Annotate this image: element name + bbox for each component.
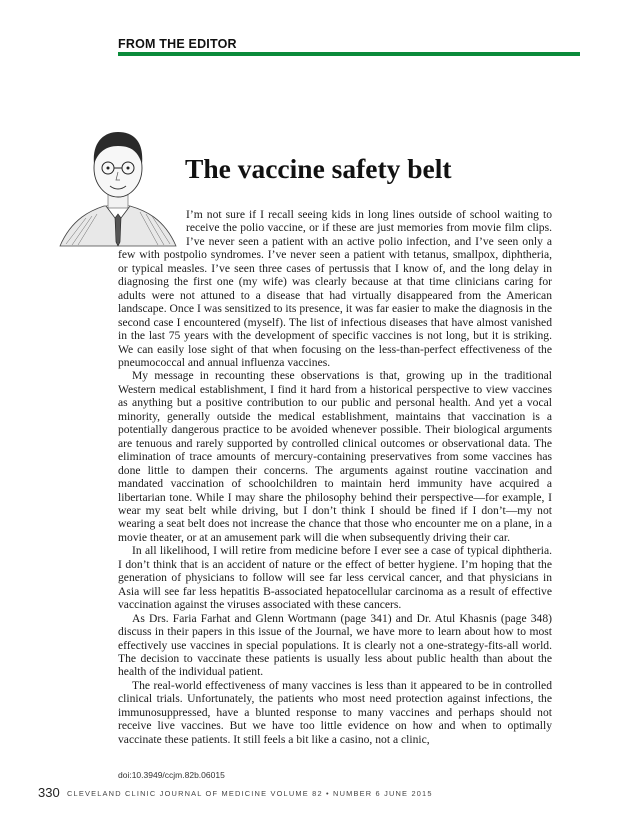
paragraph-5: The real-world effectiveness of many vaccines is less than it appeared to be in controlled clinical trials. Unfortunately, the patients who most need protection against infections, the immunosuppressed, have a blunted response to many vaccines and perhaps should not receive live vaccines. But we have too little evidence on how and when to optimally vaccinate these patients. It still feels a bit like a casino, not a clinic, bbox=[118, 678, 552, 746]
paragraph-4: As Drs. Faria Farhat and Glenn Wortmann (page 341) and Dr. Atul Khasnis (page 348) discuss in their papers in this issue of the Journal, we have more to learn about how to most effectively use vaccines in special populations. It is clearly not a one-strategy-fits-all world. The decision to vaccinate these patients is usually less about public health than about the health of the individual patient. bbox=[118, 611, 552, 679]
article-body bbox=[118, 208, 552, 746]
page-number: 330 bbox=[38, 785, 60, 800]
paragraph-3: In all likelihood, I will retire from medicine before I ever see a case of typical diphtheria. I don’t think that is an accident of nature or the effect of better hygiene. I’m hoping that the generation of physicians to follow will see far less cervical cancer, and that physicians in Asia will see far less hepatitis B-associated hepatocellular carcinoma as a result of effective vaccination against the viruses associated with these cancers. bbox=[118, 544, 552, 612]
paragraph-1: I’m not sure if I recall seeing kids in long lines outside of school waiting to receive the polio vaccine, or if these are just memories from movie film clips. I’ve never seen a patient with an active polio infection, and I’ve seen only a few with postpolio syndromes. I’ve never seen a patient with tetanus, smallpox, diphtheria, or typical measles. I’ve seen three cases of pertussis that I know of, and the long delay in diagnosing the first one (my wife) was clearly because at that time clinicians caring for adults were not attuned to a disease that had virtually disappeared from the American landscape. Once I was sensitized to its presence, it was far easier to make the diagnosis in the second case I encountered (myself). The list of infectious diseases that have almost vanished in the last 75 years with the development of specific vaccines is not long, but it is striking. We can easily lose sight of that when focusing on the less-than-perfect effectiveness of the pneumococcal and annual influenza vaccines. bbox=[118, 208, 552, 369]
section-label: FROM THE EDITOR bbox=[118, 37, 237, 51]
section-rule bbox=[118, 52, 580, 56]
journal-footer: CLEVELAND CLINIC JOURNAL OF MEDICINE VOLUME 82 • NUMBER 6 JUNE 2015 bbox=[67, 789, 433, 798]
article-title: The vaccine safety belt bbox=[185, 153, 452, 184]
portrait-wrap-spacer bbox=[118, 208, 186, 248]
doi: doi:10.3949/ccjm.82b.06015 bbox=[118, 770, 225, 780]
paragraph-2: My message in recounting these observations is that, growing up in the traditional Western medical establishment, I find it hard from a historical perspective to view vaccines as anything but a positive contribution to our public and personal health. And yet a vocal minority, generally outside the medical establishment, maintains that vaccination is a potentially dangerous practice to be avoided whenever possible. Their biological arguments are tenuous and rarely supported by controlled clinical outcomes or observational data. The elimination of trace amounts of mercury-containing preservatives from some vaccines has done little to dampen their concerns. The arguments against routine vaccination and mandated vaccination of schoolchildren to maintain herd immunity have acquired a libertarian tone. While I may share the philosophy behind their perspective—for example, I wear my seat belt while driving, but I don’t think I should be fined if I don’t—my not wearing a seat belt does not increase the chance that those who encounter me on a plane, in a movie theater, or at an amusement park will die when subsequently driving their car. bbox=[118, 369, 552, 544]
